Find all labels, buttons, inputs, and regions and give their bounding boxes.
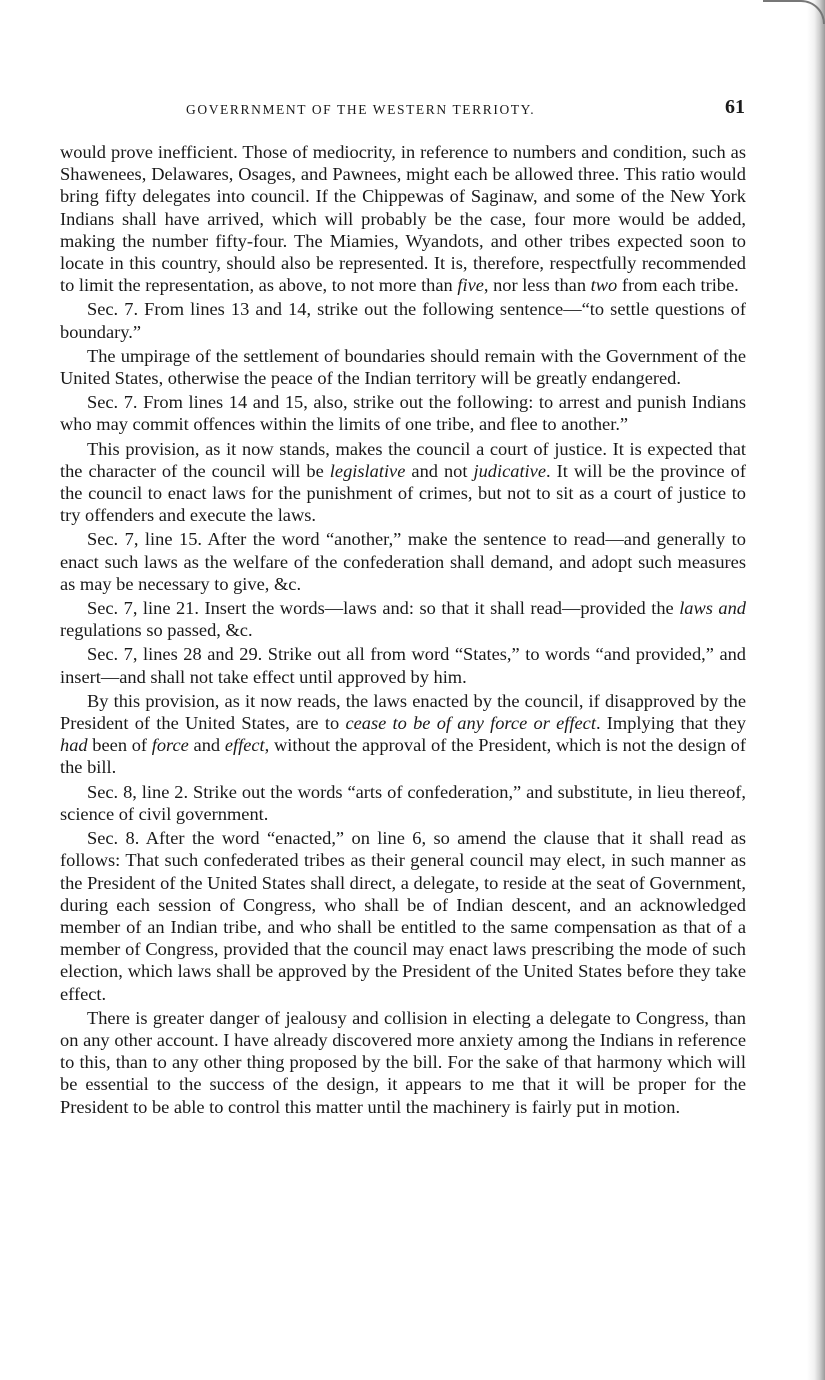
paragraph-umpirage (60, 345, 746, 389)
text-run: and (188, 735, 225, 756)
text-run: would prove inefficient. Those of mediocrity, in reference to numbers and condition, such as Shawenees, Delawares, Osages, and Pawnees, might each be allowed three. This ratio would bring fifty delegates into council. If the Chippewas of Saginaw, and some of the New York Indians shall have arrived, which will probably be the case, four more would be added, making the number fifty-four. The Miamies, Wyandots, and other tribes expected soon to locate in this country, should also be represented. It is, therefore, respectfully recommended to limit the representation, as above, to not more than (60, 142, 746, 296)
italic-run: laws and (679, 598, 746, 619)
paragraph-sec7-boundary (60, 298, 746, 342)
text-run: been of (87, 735, 152, 756)
text-run: Sec. 7. From lines 13 and 14, strike out the following sentence—“to settle questions of boundary.” (60, 299, 746, 342)
paragraph-sec7-arrest (60, 391, 746, 435)
body-text (60, 141, 746, 1118)
italic-run: legislative (329, 460, 406, 481)
italic-run: effect (224, 735, 265, 756)
text-run: from each tribe. (617, 275, 739, 296)
text-run: , nor less than (483, 275, 591, 296)
text-run: regulations so passed, &c. (60, 620, 253, 641)
paragraph-sec7-line21 (60, 597, 746, 641)
paragraph-sec7-line15 (60, 528, 746, 595)
text-run: This provision, as it now stands, makes the council a court of justice. It is expected that the character of the council will be (60, 438, 746, 481)
page-edge-shadow (807, 0, 825, 1380)
italic-run: had (60, 735, 88, 756)
text-run: Sec. 7. From lines 14 and 15, also, strike out the following: to arrest and punish Indians who may commit offences within the limits of one tribe, and flee to another.” (60, 392, 746, 435)
page-header (60, 96, 745, 126)
italic-run: two (590, 275, 618, 296)
text-run: Sec. 8, line 2. Strike out the words “arts of confederation,” and substitute, in lieu thereof, science of civil government. (60, 781, 746, 824)
paragraph-court-of-justice (60, 438, 746, 527)
text-run: Sec. 7, line 21. Insert the words—laws and: so that it shall read—provided the (87, 598, 680, 619)
text-run: Sec. 7, lines 28 and 29. Strike out all from word “States,” to words “and provided,” and insert—and shall not take effect until approved by him. (60, 644, 746, 687)
paragraph-sec8-line2 (60, 781, 746, 825)
text-run: . It will be the province of the council to enact laws for the punishment of crimes, but not to sit as a court of justice to try offenders and execute the laws. (60, 460, 746, 526)
paragraph-jealousy (60, 1007, 746, 1118)
text-run: There is greater danger of jealousy and collision in electing a delegate to Congress, than on any other account. I have already discovered more anxiety among the Indians in reference to this, than to any other thing proposed by the bill. For the sake of that harmony which will be essential to the success of the design, it appears to me that it will be proper for the President to be able to control this matter until the machinery is fairly put in motion. (60, 1007, 746, 1117)
italic-run: five (457, 275, 484, 296)
italic-run: force (151, 735, 189, 756)
paragraph-continuation (60, 141, 746, 296)
italic-run: cease to be of any force or effect (345, 713, 596, 734)
text-run: and not (405, 460, 474, 481)
page-number: 61 (725, 96, 745, 118)
paragraph-sec7-lines28-29 (60, 643, 746, 687)
running-head: GOVERRNMENT OF THE WESTERN TERRIOTY. (186, 102, 536, 117)
italic-run: judicative (473, 460, 546, 481)
text-run: By this provision, as it now reads, the laws enacted by the council, if disapproved by the President of the United States, are to (60, 690, 746, 734)
paragraph-disapproval (60, 690, 746, 779)
text-run: Sec. 7, line 15. After the word “another,” make the sentence to read—and generally to enact such laws as the welfare of the confederation shall demand, and adopt such measures as may be necessary to give, &c. (60, 529, 746, 594)
paragraph-sec8-delegate (60, 827, 746, 1005)
text-run: Sec. 8. After the word “enacted,” on line 6, so amend the clause that it shall read as follows: That such confederated tribes as their general council may elect, in such manner as the President of the United States shall direct, a delegate, to reside at the seat of Government, during each session of Congress, who shall be of Indian descent, and an acknowledged member of an Indian tribe, and who shall be entitled to the same compensation as that of a member of Congress, provided that the council may enact laws prescribing the mode of such election, which laws shall be approved by the President of the United States before they take effect. (60, 828, 746, 1004)
text-run: . Implying that they (595, 713, 747, 734)
text-run: The umpirage of the settlement of boundaries should remain with the Government of the United States, otherwise the peace of the Indian territory will be greatly endangered. (60, 345, 746, 389)
text-run: , without the approval of the President, which is not the design of the bill. (60, 735, 746, 778)
